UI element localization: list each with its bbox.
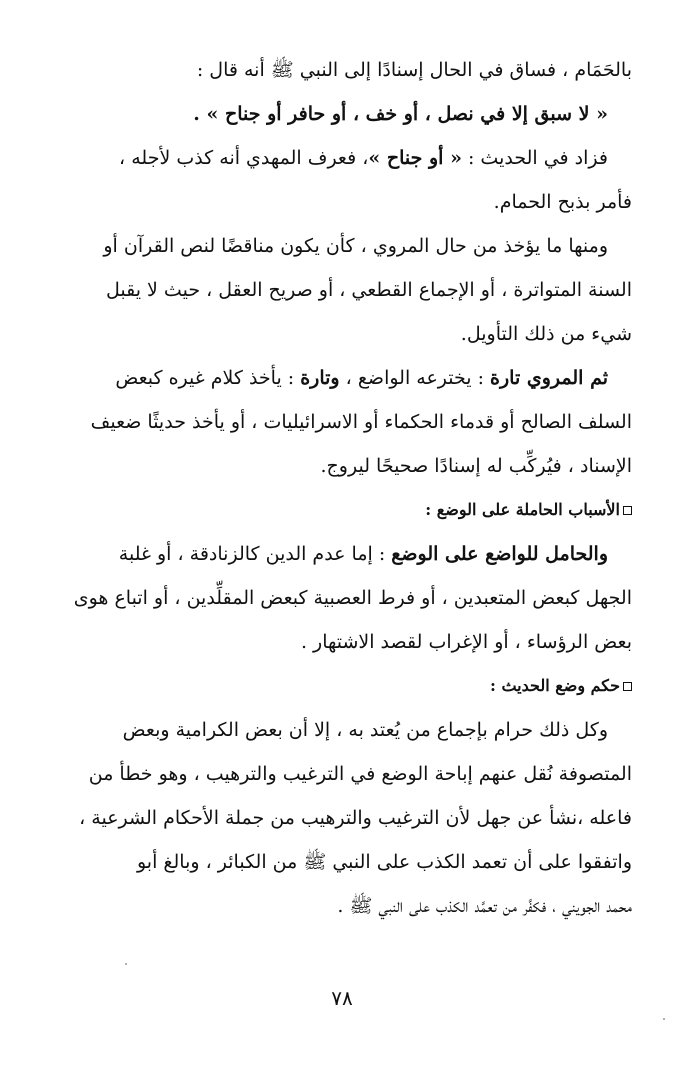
line-6-text: السنة المتواترة ، أو الإجماع القطعي ، أو صريح العقل ، حيث لا يقبل — [106, 279, 632, 301]
line-8-part-2: : يخترعه الواضع ، — [339, 367, 491, 389]
text-line-9 — [48, 400, 632, 444]
text-line-6 — [48, 268, 632, 312]
section-heading-ruling — [48, 664, 632, 708]
line-18-text: محمد الجويني ، فكفَّر من تعمَّد الكذب على النبي ﷺ . — [337, 895, 632, 917]
heading-2-text: حكم وضع الحديث : — [489, 676, 620, 695]
line-16-text: فاعله ،نشأ عن جهل لأن الترغيب والترهيب من جملة الأحكام الشرعية ، — [79, 807, 632, 829]
scan-speck — [125, 963, 127, 965]
square-bullet-icon — [623, 506, 632, 515]
text-line-10 — [48, 444, 632, 488]
text-line-16 — [48, 796, 632, 840]
square-bullet-icon — [623, 682, 632, 691]
line-13-text: بعض الرؤساء ، أو الإغراب لقصد الاشتهار . — [300, 631, 632, 653]
text-line-3 — [48, 136, 632, 180]
text-line-8 — [48, 356, 632, 400]
line-8-part-3: وتارة — [300, 367, 340, 389]
page-body — [48, 48, 632, 928]
text-line-17 — [48, 840, 632, 884]
text-line-11 — [48, 532, 632, 576]
section-heading-causes — [48, 488, 632, 532]
line-8-part-4: : يأخذ كلام غيره كبعض — [115, 367, 301, 389]
text-line-18 — [48, 884, 632, 928]
line-3-part-1: فزاد في الحديث : — [461, 147, 608, 169]
text-line-4 — [48, 180, 632, 224]
line-8-part-1: ثم المروي تارة — [490, 367, 608, 389]
text-line-13 — [48, 620, 632, 664]
text-line-2 — [48, 92, 632, 136]
text-line-14 — [48, 708, 632, 752]
line-1-text: بالحَمَام ، فساق في الحال إسنادًا إلى النبي ﷺ أنه قال : — [196, 59, 632, 81]
line-7-text: شيء من ذلك التأويل. — [460, 323, 632, 345]
line-11-part-1: والحامل للواضع على الوضع — [391, 543, 608, 565]
line-3-part-3: ، فعرف المهدي أنه كذب لأجله ، — [119, 147, 369, 169]
heading-1-text: الأسباب الحاملة على الوضع : — [425, 500, 620, 519]
text-line-1 — [48, 48, 632, 92]
hadith-quote: « لا سبق إلا في نصل ، أو خف ، أو حافر أو جناح » . — [193, 103, 608, 125]
line-12-text: الجهل كبعض المتعبدين ، أو فرط العصبية كبعض المقلِّدين ، أو اتباع هوى — [73, 587, 632, 609]
line-10-text: الإسناد ، فيُركِّب له إسنادًا صحيحًا ليروج. — [320, 455, 632, 477]
line-17-text: واتفقوا على أن تعمد الكذب على النبي ﷺ من الكبائر ، وبالغ أبو — [136, 851, 632, 873]
page-number: ٧٨ — [331, 986, 353, 1010]
text-line-7 — [48, 312, 632, 356]
text-line-5 — [48, 224, 632, 268]
line-9-text: السلف الصالح أو قدماء الحكماء أو الاسرائيليات ، أو يأخذ حديثًا ضعيف — [90, 411, 632, 433]
line-11-part-2: : إما عدم الدين كالزنادقة ، أو غلبة — [118, 543, 392, 565]
line-4-text: فأمر بذبح الحمام. — [493, 191, 632, 213]
scan-speck — [663, 1018, 665, 1020]
text-line-12 — [48, 576, 632, 620]
line-15-text: المتصوفة نُقل عنهم إباحة الوضع في الترغيب والترهيب ، وهو خطأ من — [88, 763, 632, 785]
line-14-text: وكل ذلك حرام بإجماع من يُعتد به ، إلا أن بعض الكرامية وبعض — [122, 719, 608, 741]
text-line-15 — [48, 752, 632, 796]
line-3-part-2: « أو جناح » — [368, 147, 462, 169]
line-5-text: ومنها ما يؤخذ من حال المروي ، كأن يكون مناقضًا لنص القرآن أو — [103, 235, 608, 257]
